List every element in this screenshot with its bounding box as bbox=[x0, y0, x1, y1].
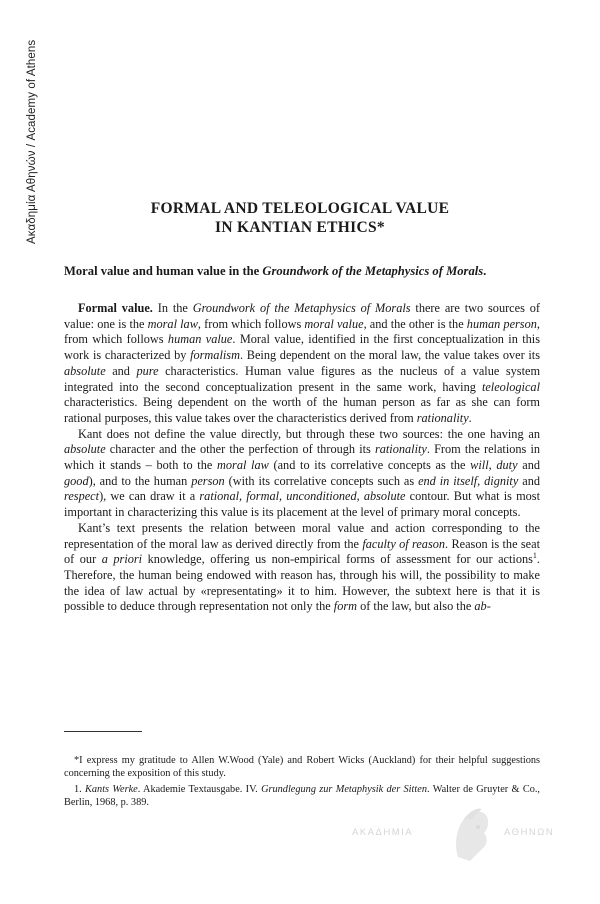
text-run: absolute bbox=[64, 363, 106, 378]
text-run: , from which follows bbox=[197, 316, 305, 331]
text-run: respect bbox=[64, 489, 100, 504]
text-run: characteristics. Human value figures as the nucleus of a value system integrated into the second conceptualization present in the same work, having bbox=[64, 363, 541, 394]
text-run: a priori bbox=[101, 552, 143, 567]
text-run: characteristics. Being dependent on the worth of the human person as far as she can form rational purposes, this value takes over the characteristics derived from bbox=[64, 395, 540, 425]
text-run: . Moral value, identified in the first conceptualization in this work is characterized by bbox=[64, 332, 540, 363]
text-run: Grundlegung zur Metaphysik der Sitten bbox=[261, 783, 427, 795]
text-run: and bbox=[517, 458, 540, 473]
text-run: of the law, but also the bbox=[357, 599, 475, 614]
text-run: *I express my gratitude to Allen W.Wood (Yale) and Robert Wicks (Auckland) for their helpful suggestions concerning the exposition of this study. bbox=[64, 755, 540, 780]
text-run: . Walter de Gruyter & Co., Berlin, 1968, p. 389. bbox=[64, 783, 540, 809]
text-run: . bbox=[468, 410, 472, 425]
text-run: moral value bbox=[304, 316, 364, 331]
text-run: In the bbox=[152, 301, 193, 315]
title-line-2: IN KANTIAN ETHICS* bbox=[215, 219, 385, 236]
text-run: . Being dependent on the moral law, the value takes over its bbox=[239, 348, 541, 363]
text-run: . From the relations in which it stands – both to the bbox=[64, 442, 541, 473]
text-run: pure bbox=[136, 363, 159, 378]
text-run: rationality bbox=[416, 410, 469, 425]
section-heading-work-title: Groundwork of the Metaphysics of Morals bbox=[262, 264, 484, 278]
text-run: human person bbox=[466, 316, 537, 331]
text-run: person bbox=[191, 473, 225, 488]
text-run: ), and to the human bbox=[88, 473, 192, 488]
text-run: Kant does not define the value directly, but through these two sources: the one having an bbox=[78, 426, 540, 441]
text-run: and bbox=[518, 473, 540, 488]
text-run: . Therefore, the human being endowed with reason has, through his will, the possibility to make the idea of law actual by «representating» it to him. However, the subtext here is that it is possible to deduce through representation not only the bbox=[64, 552, 540, 614]
text-run: knowledge, offering us non-empirical forms of assessment for our actions bbox=[142, 552, 533, 567]
text-run: . Akademie Textausgabe. IV. bbox=[137, 783, 262, 795]
text-run: and bbox=[105, 363, 137, 378]
archive-side-label: Ακαδημία Αθηνών / Academy of Athens bbox=[26, 40, 38, 245]
text-run: human value bbox=[167, 332, 233, 347]
text-run: contour. But what is most important in characterizing this value is its placement at the level of primary moral concepts. bbox=[64, 489, 540, 520]
text-run: good bbox=[64, 473, 89, 488]
section-heading-end: . bbox=[483, 264, 487, 278]
text-run: there are two sources of value: one is the bbox=[64, 301, 540, 331]
text-run: will, duty bbox=[470, 458, 518, 473]
text-run: teleological bbox=[481, 379, 540, 394]
text-run: Groundwork of the Metaphysics of Morals bbox=[192, 301, 411, 315]
paragraph-3 bbox=[64, 521, 540, 615]
text-run: . Reason is the seat of our bbox=[64, 536, 540, 567]
text-run: form bbox=[333, 599, 358, 614]
text-run: rational, formal, unconditioned, absolute bbox=[199, 489, 406, 504]
text-run: faculty of reason bbox=[362, 536, 446, 551]
watermark-text-right: ΑΘΗΝΩΝ bbox=[504, 827, 555, 838]
text-run: , and the other is the bbox=[363, 316, 467, 331]
text-run: rationality bbox=[374, 442, 427, 457]
paragraph-2 bbox=[64, 427, 540, 521]
text-run: Kant’s text presents the relation between moral value and action corresponding to the representation of the moral law as derived directly from the bbox=[64, 520, 540, 551]
text-run: end in itself, dignity bbox=[418, 473, 519, 488]
text-run: ab- bbox=[474, 599, 491, 614]
paragraph-1 bbox=[64, 301, 540, 427]
text-run: moral law bbox=[147, 316, 198, 331]
text-run: (with its correlative concepts such as bbox=[224, 473, 419, 488]
text-run: , from which follows bbox=[64, 316, 540, 347]
body-text bbox=[64, 301, 540, 615]
section-heading-text: Moral value and human value in the bbox=[64, 264, 263, 278]
text-run: ), we can draw it a bbox=[99, 489, 200, 504]
footnote-ref: 1 bbox=[532, 551, 537, 561]
footnote-1 bbox=[64, 754, 540, 781]
footnotes bbox=[64, 754, 540, 812]
title-line-1: FORMAL AND TELEOLOGICAL VALUE bbox=[150, 200, 450, 217]
watermark-text-left: ΑΚΑΔΗΜΙΑ bbox=[352, 827, 414, 838]
text-run: absolute bbox=[64, 442, 106, 457]
text-run: 1. bbox=[74, 783, 86, 795]
athena-head-watermark-icon bbox=[444, 805, 496, 865]
text-run: formalism bbox=[190, 348, 240, 363]
text-run: moral law bbox=[217, 458, 269, 473]
text-run: character and the other the perfection of through its bbox=[105, 442, 375, 457]
run-in-heading: Formal value. bbox=[78, 301, 153, 315]
academy-watermark bbox=[352, 805, 572, 865]
text-run: (and to its correlative concepts as the bbox=[268, 458, 471, 473]
section-heading bbox=[64, 263, 540, 279]
text-run: Kants Werke bbox=[85, 783, 138, 795]
article-title bbox=[0, 199, 600, 237]
footnote-divider bbox=[64, 731, 142, 732]
